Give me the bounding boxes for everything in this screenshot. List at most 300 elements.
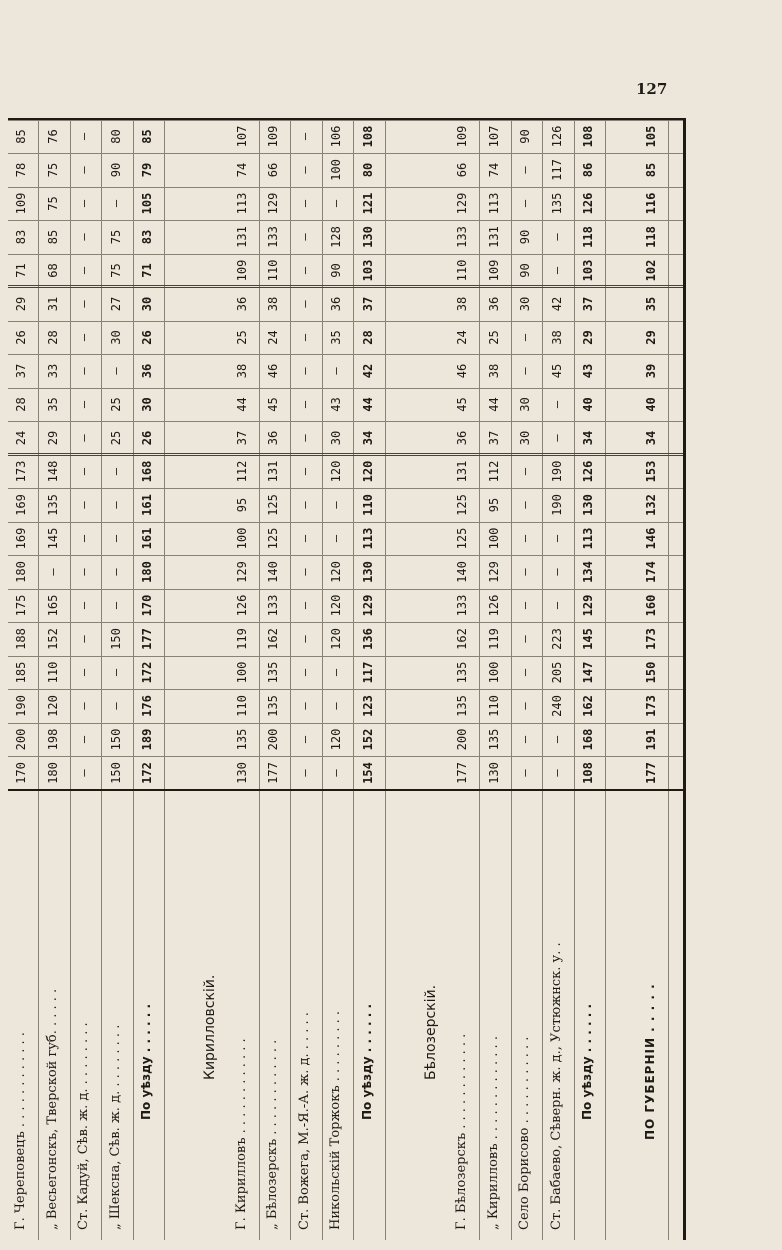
table-cell: 85 <box>45 229 60 245</box>
table-cell: 145 <box>581 628 595 650</box>
table-cell: 109 <box>486 259 501 282</box>
table-cell: 126 <box>549 125 564 148</box>
table-cell: 37 <box>234 430 249 446</box>
table-cell: 107 <box>234 125 249 148</box>
table-cell: 36 <box>329 296 343 312</box>
table-cell: 103 <box>581 259 595 282</box>
table-cell: 125 <box>266 527 280 550</box>
table-cell: 130 <box>486 762 501 784</box>
table-cell: 83 <box>14 229 28 245</box>
table-cell: — <box>518 199 532 208</box>
table-cell: 133 <box>455 226 469 248</box>
table-cell: — <box>549 601 564 610</box>
table-cell: 177 <box>140 628 154 650</box>
table-cell: 120 <box>329 728 343 751</box>
table-cell: — <box>518 635 532 643</box>
table-cell: — <box>549 735 564 744</box>
table-cell: 126 <box>581 460 595 483</box>
table-cell: 121 <box>360 192 375 215</box>
table-cell: 150 <box>108 628 123 650</box>
table-cell: 113 <box>581 527 595 550</box>
table-cell: 162 <box>581 695 595 717</box>
page-number: 127 <box>636 80 668 98</box>
table-cell: 75 <box>45 162 60 178</box>
table-cell: — <box>297 568 312 576</box>
table-cell: 180 <box>140 561 154 583</box>
table-cell: — <box>518 702 532 710</box>
table-cell: — <box>297 668 312 677</box>
table-cell: 130 <box>234 762 249 784</box>
table-cell: 90 <box>518 129 532 144</box>
table-cell: 170 <box>14 762 28 784</box>
table-cell: 135 <box>45 494 60 516</box>
table-cell: 30 <box>140 397 154 412</box>
table-cell: — <box>45 568 60 576</box>
table-cell: — <box>518 166 532 174</box>
table-cell: 126 <box>581 192 595 215</box>
table-cell: 100 <box>234 661 249 684</box>
table-cell: 85 <box>140 129 154 144</box>
table-cell: 113 <box>360 527 375 550</box>
table-cell: 173 <box>14 460 28 483</box>
table-cell: 90 <box>518 229 532 245</box>
table-cell: 130 <box>581 494 595 516</box>
table-cell: — <box>549 233 564 241</box>
table-cell: 38 <box>549 330 564 345</box>
table-cell: 129 <box>266 192 280 215</box>
row-label: Г. Кирилловъ . . . . . . . . . . . . <box>233 1038 249 1230</box>
table-cell: 74 <box>486 162 501 178</box>
table-cell: 110 <box>45 661 60 684</box>
table-cell: — <box>518 735 532 744</box>
table-cell: — <box>329 668 343 677</box>
table-cell: — <box>77 434 91 442</box>
table-cell: 25 <box>108 397 123 412</box>
table-cell: — <box>77 534 91 543</box>
table-cell: 125 <box>455 494 469 516</box>
table-cell: 110 <box>486 695 501 717</box>
table-cell: 36 <box>486 296 501 312</box>
table-cell: — <box>77 467 91 476</box>
row-label: Никольскій Торжокъ . . . . . . . . . <box>328 1010 343 1230</box>
table-cell: 120 <box>329 561 343 583</box>
table-cell: 71 <box>14 263 28 278</box>
table-cell: 112 <box>486 460 501 483</box>
table-cell: 66 <box>455 162 469 178</box>
table-cell: 38 <box>234 363 249 379</box>
table-cell: 190 <box>549 460 564 483</box>
table-cell: — <box>297 266 312 275</box>
table-cell: 106 <box>329 125 343 148</box>
table-cell: 133 <box>266 226 280 248</box>
table-cell: 105 <box>140 192 154 215</box>
table-cell: 131 <box>455 460 469 483</box>
price-table <box>8 118 686 1240</box>
table-cell: 135 <box>455 661 469 684</box>
table-cell: 172 <box>140 661 154 684</box>
table-cell: 147 <box>581 661 595 684</box>
table-cell: 102 <box>644 259 658 282</box>
table-cell: 42 <box>549 296 564 312</box>
table-cell: 160 <box>644 594 658 617</box>
table-cell: 180 <box>14 561 28 583</box>
table-cell: 90 <box>518 263 532 278</box>
table-cell: — <box>329 367 343 375</box>
table-cell: 190 <box>549 494 564 516</box>
table-cell: — <box>297 333 312 342</box>
table-cell: 28 <box>360 330 375 345</box>
column-rule <box>8 120 683 121</box>
table-cell: — <box>297 601 312 610</box>
table-cell: 26 <box>14 330 28 345</box>
table-cell: 223 <box>549 628 564 650</box>
table-cell: 80 <box>108 129 123 144</box>
column-rule <box>8 187 683 188</box>
table-cell: — <box>297 300 312 308</box>
column-rule <box>8 556 683 557</box>
table-cell: — <box>77 400 91 409</box>
table-cell: — <box>549 400 564 409</box>
table-cell: 100 <box>486 527 501 550</box>
table-cell: 174 <box>644 561 658 583</box>
column-rule <box>8 522 683 523</box>
table-cell: 117 <box>549 159 564 181</box>
table-cell: 75 <box>108 229 123 245</box>
table-cell: 36 <box>266 430 280 446</box>
table-cell: 161 <box>140 494 154 516</box>
table-cell: 103 <box>360 259 375 282</box>
table-cell: 169 <box>14 527 28 550</box>
table-cell: 75 <box>108 263 123 278</box>
table-cell: — <box>549 534 564 543</box>
table-cell: 108 <box>581 762 595 784</box>
table-cell: 170 <box>140 594 154 617</box>
table-cell: 161 <box>140 527 154 550</box>
row-label: „ Весьегонскъ, Тверской губ. . . . . . <box>44 988 60 1230</box>
row-label: По уѣзду . . . . . . <box>139 1003 153 1120</box>
table-cell: 135 <box>549 192 564 215</box>
table-cell: 135 <box>234 728 249 751</box>
table-cell: 113 <box>234 192 249 215</box>
table-cell: 39 <box>644 363 658 379</box>
table-cell: 126 <box>486 594 501 617</box>
table-cell: 185 <box>14 661 28 684</box>
table-cell: 172 <box>140 762 154 784</box>
table-cell: 45 <box>266 397 280 412</box>
table-cell: 129 <box>581 594 595 617</box>
column-rule <box>8 453 683 456</box>
table-cell: 150 <box>108 762 123 784</box>
table-cell: 46 <box>266 363 280 379</box>
table-cell: 46 <box>455 363 469 379</box>
table-cell: 113 <box>486 192 501 215</box>
table-cell: 30 <box>518 296 532 312</box>
table-cell: 25 <box>234 330 249 345</box>
table-cell: 190 <box>14 695 28 717</box>
column-rule <box>8 321 683 322</box>
table-cell: — <box>549 434 564 442</box>
row-label: „ Кирилловъ . . . . . . . . . . . . . <box>485 1036 501 1230</box>
table-cell: 131 <box>486 226 501 248</box>
table-cell: — <box>108 467 123 476</box>
table-cell: 66 <box>266 162 280 178</box>
table-cell: 26 <box>140 430 154 446</box>
table-cell: 29 <box>644 330 658 345</box>
table-cell: — <box>108 534 123 543</box>
table-cell: — <box>297 467 312 476</box>
table-cell: 37 <box>360 296 375 312</box>
table-cell: 145 <box>45 527 60 550</box>
table-cell: 116 <box>644 192 658 215</box>
table-cell: 135 <box>266 661 280 684</box>
table-cell: — <box>77 166 91 174</box>
table-cell: 125 <box>455 527 469 550</box>
table-cell: 135 <box>455 695 469 717</box>
table-cell: — <box>77 300 91 308</box>
table-cell: 200 <box>266 728 280 751</box>
table-cell: — <box>77 635 91 643</box>
table-cell: — <box>77 668 91 677</box>
table-cell: — <box>108 601 123 610</box>
table-cell: 90 <box>329 263 343 278</box>
table-cell: — <box>297 434 312 442</box>
table-cell: 135 <box>266 695 280 717</box>
row-label: По уѣзду . . . . . . <box>580 1003 594 1120</box>
table-cell: 31 <box>45 296 60 312</box>
table-cell: 120 <box>329 594 343 617</box>
table-cell: 150 <box>644 661 658 684</box>
table-cell: 45 <box>549 363 564 379</box>
table-cell: 42 <box>360 363 375 379</box>
column-rule <box>8 489 683 490</box>
table-cell: — <box>297 769 312 777</box>
table-cell: 173 <box>644 628 658 650</box>
table-cell: 68 <box>45 263 60 278</box>
section-title: Бѣлозерскій. <box>422 984 439 1080</box>
table-cell: — <box>297 199 312 208</box>
column-rule <box>8 690 683 691</box>
table-cell: 107 <box>486 125 501 148</box>
table-cell: 117 <box>360 661 375 684</box>
table-cell: 191 <box>644 728 658 751</box>
table-cell: — <box>108 367 123 375</box>
table-cell: 35 <box>45 397 60 412</box>
table-cell: 40 <box>581 397 595 412</box>
table-cell: 134 <box>581 561 595 583</box>
table-cell: 198 <box>45 728 60 751</box>
table-cell: 24 <box>266 330 280 345</box>
table-cell: — <box>297 501 312 509</box>
column-rule <box>8 221 683 222</box>
table-cell: 28 <box>45 330 60 345</box>
table-cell: 100 <box>329 159 343 181</box>
table-cell: 152 <box>360 728 375 751</box>
table-cell: 37 <box>14 363 28 379</box>
table-cell: 74 <box>234 162 249 178</box>
column-rule <box>8 589 683 590</box>
table-cell: 168 <box>581 728 595 751</box>
table-cell: 76 <box>45 129 60 144</box>
table-cell: 100 <box>486 661 501 684</box>
column-rule <box>8 656 683 657</box>
table-cell: 175 <box>14 594 28 617</box>
column-rule <box>8 355 683 356</box>
table-cell: — <box>329 702 343 710</box>
table-cell: 109 <box>266 125 280 148</box>
table-cell: 188 <box>14 628 28 650</box>
table-cell: — <box>549 568 564 576</box>
table-cell: 180 <box>45 762 60 784</box>
column-rule <box>8 154 683 155</box>
table-cell: 118 <box>581 226 595 248</box>
row-label: Ст. Вожега, М.-Я.-А. ж. д. . . . . . <box>296 1012 312 1230</box>
table-cell: 109 <box>234 259 249 282</box>
table-cell: 85 <box>14 129 28 144</box>
table-cell: 119 <box>234 628 249 650</box>
table-cell: 83 <box>140 229 154 245</box>
table-cell: 130 <box>360 226 375 248</box>
table-cell: 29 <box>14 296 28 312</box>
table-cell: — <box>518 367 532 375</box>
table-cell: 30 <box>329 430 343 446</box>
table-cell: 140 <box>455 561 469 583</box>
table-cell: — <box>77 333 91 342</box>
table-cell: — <box>297 367 312 375</box>
table-cell: 129 <box>234 561 249 583</box>
table-cell: 40 <box>644 397 658 412</box>
table-cell: 25 <box>108 430 123 446</box>
table-cell: 33 <box>45 363 60 379</box>
table-cell: 129 <box>486 561 501 583</box>
table-cell: — <box>329 769 343 777</box>
row-label: „ Шексна, Сѣв. ж. д. . . . . . . . . <box>107 1024 123 1230</box>
table-cell: 120 <box>329 628 343 650</box>
table-cell: 79 <box>140 162 154 178</box>
table-cell: — <box>77 702 91 710</box>
table-cell: — <box>108 568 123 576</box>
table-cell: 28 <box>14 397 28 412</box>
table-cell: 44 <box>486 397 501 412</box>
table-cell: 177 <box>455 762 469 784</box>
table-cell: 78 <box>14 162 28 178</box>
table-cell: 24 <box>14 430 28 446</box>
row-label: Г. Бѣлозерскъ . . . . . . . . . . . . <box>454 1033 469 1230</box>
table-cell: 71 <box>140 263 154 278</box>
table-cell: 38 <box>486 363 501 379</box>
table-cell: — <box>108 702 123 710</box>
table-cell: 129 <box>360 594 375 617</box>
row-label: ПО ГУБЕРНІИ . . . . . <box>643 983 657 1140</box>
table-cell: — <box>297 166 312 174</box>
table-cell: 200 <box>14 728 28 751</box>
table-cell: — <box>77 735 91 744</box>
table-cell: — <box>77 769 91 777</box>
table-cell: 118 <box>644 226 658 248</box>
table-cell: 30 <box>108 330 123 345</box>
table-cell: — <box>77 199 91 208</box>
row-label: Ст. Кадуй, Сѣв. ж. д. . . . . . . . . <box>76 1022 91 1230</box>
table-cell: 125 <box>266 494 280 516</box>
table-cell: 140 <box>266 561 280 583</box>
table-cell: 132 <box>644 494 658 516</box>
table-cell: — <box>297 735 312 744</box>
column-rule <box>8 789 683 791</box>
table-cell: 120 <box>360 460 375 483</box>
column-rule <box>8 757 683 758</box>
table-cell: 136 <box>360 628 375 650</box>
table-cell: 44 <box>234 397 249 412</box>
table-cell: — <box>77 367 91 375</box>
table-cell: 169 <box>14 494 28 516</box>
table-cell: 153 <box>644 460 658 483</box>
table-cell: 80 <box>360 162 375 178</box>
table-cell: 110 <box>234 695 249 717</box>
table-cell: 154 <box>360 762 375 784</box>
table-cell: — <box>518 668 532 677</box>
table-cell: 30 <box>140 296 154 312</box>
table-cell: 205 <box>549 661 564 684</box>
table-cell: 240 <box>549 695 564 717</box>
table-cell: 168 <box>140 460 154 483</box>
table-cell: 30 <box>518 397 532 412</box>
table-cell: — <box>518 568 532 576</box>
table-cell: 126 <box>234 594 249 617</box>
row-label: Село Борисово . . . . . . . . . . . <box>517 1036 532 1230</box>
table-cell: 120 <box>45 695 60 717</box>
table-cell: 29 <box>45 430 60 446</box>
table-cell: 133 <box>455 594 469 617</box>
table-cell: 108 <box>581 125 595 148</box>
table-cell: 119 <box>486 628 501 650</box>
table-cell: — <box>329 199 343 208</box>
column-rule <box>8 388 683 389</box>
table-cell: 146 <box>644 527 658 550</box>
table-cell: 35 <box>644 296 658 312</box>
table-cell: — <box>549 266 564 275</box>
table-cell: — <box>77 233 91 241</box>
table-cell: 37 <box>486 430 501 446</box>
table-cell: 34 <box>360 430 375 446</box>
table-cell: — <box>108 668 123 677</box>
table-cell: 35 <box>329 330 343 345</box>
table-cell: 110 <box>266 259 280 282</box>
table-cell: 110 <box>455 259 469 282</box>
table-cell: — <box>297 702 312 710</box>
table-cell: — <box>77 601 91 610</box>
table-cell: — <box>108 199 123 208</box>
table-cell: — <box>77 132 91 141</box>
table-cell: 130 <box>360 561 375 583</box>
table-cell: 38 <box>266 296 280 312</box>
table-cell: 200 <box>455 728 469 751</box>
table-cell: 129 <box>455 192 469 215</box>
table-cell: 75 <box>45 196 60 211</box>
table-cell: 95 <box>486 497 501 513</box>
table-cell: — <box>297 132 312 141</box>
table-cell: 24 <box>455 330 469 345</box>
row-label: „ Бѣлозерскъ . . . . . . . . . . . . <box>265 1039 280 1230</box>
section-title: Кирилловскій. <box>202 974 218 1080</box>
table-cell: 177 <box>266 762 280 784</box>
table-cell: — <box>329 534 343 543</box>
table-cell: 148 <box>45 460 60 483</box>
table-cell: 36 <box>234 296 249 312</box>
table-cell: 189 <box>140 728 154 751</box>
column-rule <box>8 422 683 423</box>
table-cell: 37 <box>581 296 595 312</box>
table-cell: — <box>77 568 91 576</box>
row-label: По уѣзду . . . . . . <box>359 1003 374 1120</box>
